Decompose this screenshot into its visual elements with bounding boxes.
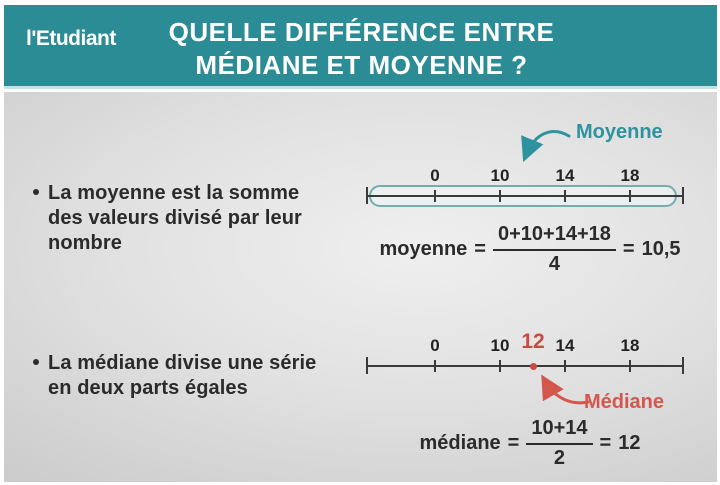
median-point bbox=[530, 363, 537, 370]
tick-label: 0 bbox=[430, 166, 440, 185]
mediane-formula-fraction bbox=[526, 417, 592, 470]
moyenne-bullet-marker bbox=[33, 189, 39, 195]
median-value-label: 12 bbox=[521, 330, 545, 353]
moyenne-formula-lhs: moyenne bbox=[379, 237, 468, 260]
moyenne-axis-endbar-left bbox=[366, 187, 368, 204]
tick-mark bbox=[434, 360, 436, 372]
moyenne-formula-equals: = bbox=[474, 237, 486, 260]
moyenne-formula-denominator: 4 bbox=[548, 252, 560, 275]
tick-mark bbox=[499, 190, 501, 202]
mediane-formula-equals2: = bbox=[599, 431, 612, 454]
mediane-number-line bbox=[360, 330, 690, 382]
moyenne-bullet-line1: La moyenne est la somme bbox=[48, 182, 300, 204]
page-title-line2: MÉDIANE ET MOYENNE ? bbox=[195, 50, 528, 80]
mediane-callout-label: Médiane bbox=[584, 391, 665, 413]
moyenne-axis-line bbox=[366, 195, 684, 197]
mediane-formula-result: 12 bbox=[618, 431, 641, 454]
header-banner bbox=[4, 5, 717, 89]
mediane-axis-endbar-right bbox=[682, 357, 684, 374]
moyenne-bullet-line2: des valeurs divisé par leur bbox=[48, 207, 302, 229]
tick-mark bbox=[499, 360, 501, 372]
mediane-bullet-line1: La médiane divise une série bbox=[48, 352, 317, 374]
mediane-bullet-line2: en deux parts égales bbox=[48, 377, 248, 399]
mediane-formula-equals: = bbox=[507, 431, 520, 454]
mediane-formula-denominator: 2 bbox=[553, 446, 565, 469]
mediane-bullet-marker bbox=[33, 359, 39, 365]
moyenne-formula-numerator: 0+10+14+18 bbox=[493, 223, 616, 251]
letudiant-logo: l'Etudiant bbox=[26, 27, 116, 50]
moyenne-formula-fraction bbox=[493, 223, 616, 276]
moyenne-formula bbox=[352, 223, 708, 275]
tick-mark bbox=[434, 190, 436, 202]
tick-label: 18 bbox=[620, 166, 640, 185]
moyenne-axis-endbar-right bbox=[682, 187, 684, 204]
tick-mark bbox=[629, 190, 631, 202]
moyenne-formula-equals2: = bbox=[622, 237, 635, 260]
mediane-arrow-icon bbox=[533, 372, 591, 408]
tick-label: 14 bbox=[555, 166, 575, 185]
mediane-formula bbox=[375, 417, 685, 469]
moyenne-number-line bbox=[360, 160, 690, 212]
moyenne-callout-label: Moyenne bbox=[576, 121, 663, 143]
tick-label: 0 bbox=[430, 336, 440, 355]
moyenne-bullet-text bbox=[48, 181, 302, 256]
tick-mark bbox=[629, 360, 631, 372]
mediane-axis-line bbox=[366, 365, 684, 367]
tick-label: 18 bbox=[620, 336, 640, 355]
tick-label: 10 bbox=[490, 166, 510, 185]
tick-mark bbox=[564, 190, 566, 202]
mediane-formula-numerator: 10+14 bbox=[526, 417, 592, 445]
moyenne-bullet-line3: nombre bbox=[48, 232, 122, 254]
tick-mark bbox=[564, 360, 566, 372]
page-title-line1: QUELLE DIFFÉRENCE ENTRE bbox=[168, 17, 555, 47]
moyenne-formula-result: 10,5 bbox=[641, 237, 681, 260]
mediane-formula-lhs: médiane bbox=[419, 431, 501, 454]
mediane-bullet-text bbox=[48, 351, 316, 401]
page-title bbox=[139, 16, 584, 82]
tick-label: 10 bbox=[490, 336, 510, 355]
mediane-axis-endbar-left bbox=[366, 357, 368, 374]
tick-label: 14 bbox=[555, 336, 575, 355]
